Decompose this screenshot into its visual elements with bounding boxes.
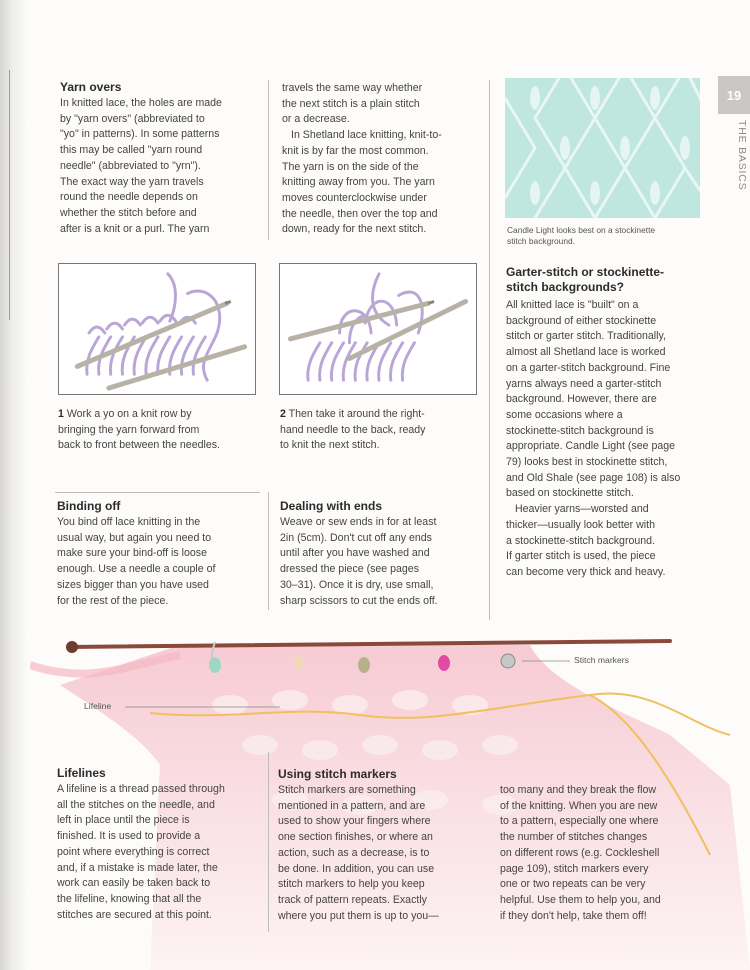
text-line: down, ready for the next stitch.: [282, 223, 427, 236]
page-number: 19: [726, 87, 742, 103]
text-line: The exact way the yarn travels: [60, 175, 204, 188]
section-label: THE BASICS: [736, 120, 748, 191]
text-line: of the knitting. When you are new: [500, 799, 658, 812]
text-line: whether the stitch before and: [60, 206, 197, 219]
text-line: dressed the piece (see pages: [280, 563, 419, 576]
text-line: too many and they break the flow: [500, 784, 657, 796]
book-spine-shadow: [0, 0, 28, 970]
text-line: In Shetland lace knitting, knit-to-: [291, 129, 442, 142]
step-number: 2: [280, 408, 286, 420]
text-line: one or two repeats can be very: [500, 878, 646, 891]
text-line: bringing the yarn forward from: [58, 423, 200, 436]
text-line: 30–31). Once it is dry, use small,: [280, 578, 434, 591]
text-line: background. However, there are: [506, 393, 657, 406]
yarn-overs-col2: [282, 81, 482, 238]
binding-off-body: [57, 515, 262, 609]
text-line: Weave or sew ends in for at least: [280, 516, 437, 528]
text-line: left in place until the piece is: [57, 814, 190, 827]
column-divider: [268, 752, 269, 932]
text-line: sharp scissors to cut the ends off.: [280, 594, 438, 607]
text-line: enough. Use a needle a couple of: [57, 563, 216, 576]
text-line: thicker—usually look better with: [506, 518, 655, 531]
text-line: stitch background.: [507, 236, 575, 246]
text-line: can become very thick and heavy.: [506, 565, 666, 578]
yarn-overs-col1: [60, 96, 265, 237]
text-line: until after you have washed and: [280, 547, 430, 560]
text-line: or a decrease.: [282, 113, 350, 126]
text-line: hand needle to the back, ready: [280, 423, 426, 436]
text-line: to a pattern, especially one where: [500, 815, 659, 828]
text-line: be done. In addition, you can use: [278, 862, 435, 875]
text-line: by "yarn overs" (abbreviated to: [60, 112, 205, 125]
text-line: knitting away from you. The yarn: [282, 176, 435, 189]
text-line: stitch or garter stitch. Traditionally,: [506, 330, 666, 343]
text-line: round the needle depends on: [60, 191, 198, 204]
text-line: the number of stitches changes: [500, 831, 648, 844]
text-line: on a garter-stitch background. Fine: [506, 361, 671, 374]
section-rule: [55, 492, 260, 493]
text-line: needle" (abbreviated to "yrn").: [60, 159, 201, 172]
text-line: Candle Light looks best on a stockinette: [507, 225, 656, 235]
text-line: stockinette-stitch background is: [506, 424, 654, 437]
text-line: The yarn is on the side of the: [282, 160, 419, 173]
text-line: almost all Shetland lace is worked: [506, 346, 666, 359]
text-line: knit is by far the most common.: [282, 144, 429, 157]
text-line: make sure your bind-off is loose: [57, 547, 207, 560]
step1-caption: [58, 407, 263, 454]
text-line: all the stitches on the needle, and: [57, 798, 215, 811]
text-line: You bind off lace knitting in the: [57, 516, 201, 528]
swatch-caption: [507, 225, 707, 247]
text-line: one section finishes, or where an: [278, 831, 433, 844]
column-divider: [268, 492, 269, 610]
binding-off-heading: Binding off: [57, 499, 121, 513]
text-line: "yo" in patterns). In some patterns: [60, 128, 220, 141]
text-line: if they don't help, take them off!: [500, 909, 647, 922]
text-line: action, such as a decrease, is to: [278, 846, 430, 859]
text-line: appropriate. Candle Light (see page: [506, 440, 676, 453]
knitting-diagram-illustration: [59, 264, 255, 394]
step-number: 1: [58, 408, 64, 420]
text-line: and, if a mistake is made later, the: [57, 861, 218, 874]
text-line: and Old Shale (see page 108) is also: [506, 471, 681, 484]
heading-line: stitch backgrounds?: [506, 280, 625, 294]
text-line: moves counterclockwise under: [282, 191, 427, 204]
text-line: Heavier yarns—worsted and: [515, 503, 649, 516]
text-line: mentioned in a pattern, and are: [278, 799, 426, 812]
backgrounds-heading: [506, 265, 716, 295]
text-line: sizes bigger than you have used: [57, 578, 209, 591]
text-line: this may be called "yarn round: [60, 144, 203, 157]
text-line: stitches are secured at this point.: [57, 908, 212, 921]
text-line: track of pattern repeats. Exactly: [278, 893, 427, 906]
text-line: 79) looks best in stockinette stitch,: [506, 456, 668, 469]
dealing-with-ends-heading: Dealing with ends: [280, 499, 383, 513]
text-line: background of either stockinette: [506, 314, 657, 327]
knitting-diagram-illustration: [280, 264, 476, 394]
text-line: finished. It is used to provide a: [57, 830, 201, 843]
stitch-markers-body-col1: [278, 783, 488, 924]
column-divider: [268, 80, 269, 240]
dealing-with-ends-body: [280, 515, 485, 609]
text-line: helpful. Use them to help you, and: [500, 893, 661, 906]
lifelines-body: [57, 782, 267, 923]
step2-caption: [280, 407, 485, 454]
text-line: on different rows (e.g. Cockleshell: [500, 846, 660, 859]
text-line: Then take it around the right-: [288, 408, 425, 420]
text-line: used to show your fingers where: [278, 815, 431, 828]
text-line: All knitted lace is "built" on a: [506, 299, 639, 311]
text-line: some occasions where a: [506, 408, 623, 421]
text-line: the needle, then over the top and: [282, 207, 438, 220]
text-line: where you put them is up to you—: [278, 909, 439, 922]
text-line: 2in (5cm). Don't cut off any ends: [280, 531, 432, 544]
heading-line: Garter-stitch or stockinette-: [506, 265, 665, 279]
text-line: to knit the next stitch.: [280, 439, 380, 452]
yarn-over-diagram-step2: [279, 263, 477, 395]
text-line: Work a yo on a knit row by: [66, 408, 192, 420]
text-line: usual way, but again you need to: [57, 531, 212, 544]
text-line: the next stitch is a plain stitch: [282, 97, 420, 110]
lifelines-heading: Lifelines: [57, 766, 106, 780]
lifeline-label: Lifeline: [84, 701, 112, 711]
text-line: back to front between the needles.: [58, 439, 220, 452]
spine-rule: [9, 70, 10, 320]
text-line: for the rest of the piece.: [57, 594, 169, 607]
text-line: page 109), stitch markers every: [500, 862, 649, 875]
column-divider: [489, 80, 490, 620]
stitch-markers-body-col2: [500, 783, 710, 924]
text-line: yarns always need a garter-stitch: [506, 377, 662, 390]
text-line: after is a knit or a purl. The yarn: [60, 222, 210, 235]
stitch-markers-label: Stitch markers: [574, 655, 629, 665]
text-line: based on stockinette stitch.: [506, 487, 634, 500]
text-line: travels the same way whether: [282, 82, 423, 94]
text-line: the lifeline, knowing that all the: [57, 892, 202, 905]
text-line: A lifeline is a thread passed through: [57, 783, 225, 795]
lace-swatch-image: [505, 78, 700, 218]
candle-light-swatch-photo: [505, 78, 700, 218]
page-number-tab: [718, 76, 750, 114]
backgrounds-body: [506, 298, 716, 581]
text-line: stitch markers to help you keep: [278, 878, 425, 891]
text-line: Stitch markers are something: [278, 784, 416, 796]
yarn-over-diagram-step1: [58, 263, 256, 395]
yarn-overs-heading: Yarn overs: [60, 80, 122, 94]
text-line: If garter stitch is used, the piece: [506, 550, 656, 563]
stitch-markers-heading: Using stitch markers: [278, 767, 397, 781]
text-line: a stockinette-stitch background.: [506, 534, 655, 547]
text-line: work can easily be taken back to: [57, 877, 211, 890]
text-line: In knitted lace, the holes are made: [60, 97, 222, 109]
text-line: point where everything is correct: [57, 845, 210, 858]
